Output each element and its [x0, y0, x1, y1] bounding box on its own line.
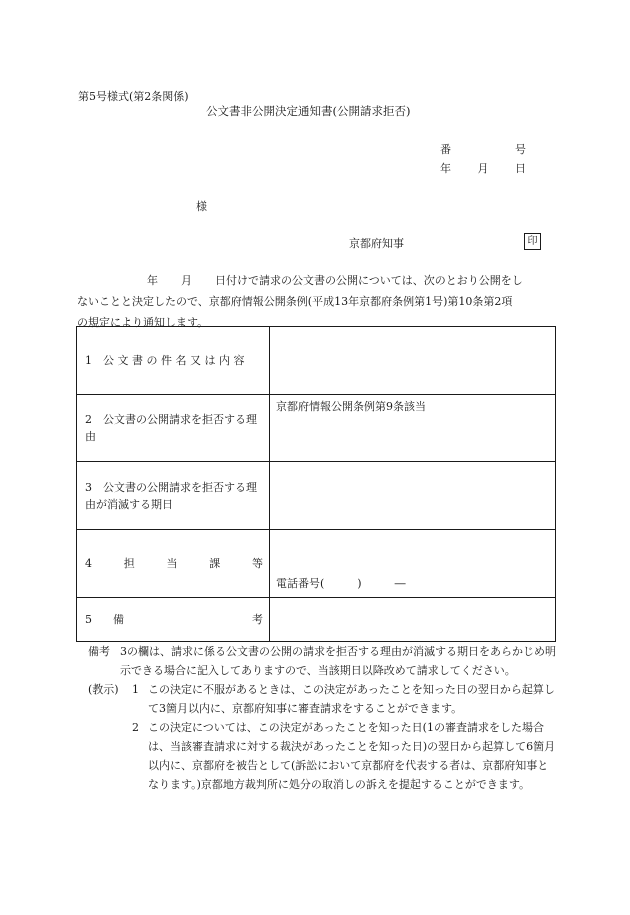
- intro-month: 月: [181, 274, 192, 287]
- teaching-item-1-num: 1: [132, 683, 139, 696]
- table-row: [77, 530, 556, 598]
- teaching-item-1: [88, 680, 558, 718]
- row5-label: [77, 598, 270, 642]
- row4-char-3: 課: [209, 557, 221, 570]
- row4-char-1: 担: [123, 557, 135, 570]
- issuer: 京都府知事: [349, 237, 404, 250]
- row4-phone: 電話番号( ) ―: [276, 577, 406, 590]
- table-row: [77, 598, 556, 642]
- row4-char-2: 当: [166, 557, 178, 570]
- row5-num: 5: [85, 613, 92, 626]
- intro-line-1-rest: 日付けで請求の公文書の公開については、次のとおり公開をし: [215, 274, 523, 287]
- seal-mark: 印: [524, 233, 541, 250]
- row2-value: 京都府情報公開条例第9条該当: [276, 400, 426, 413]
- number-label-right: 号: [515, 143, 526, 156]
- notice-table: [76, 326, 556, 642]
- row5-value: [270, 598, 556, 642]
- date-year: 年: [440, 162, 451, 175]
- row4-num: 4: [85, 557, 92, 570]
- table-row: [77, 395, 556, 462]
- teaching-section: [88, 680, 558, 794]
- intro-line-2: ないことと決定したので、京都府情報公開条例(平成13年京都府条例第1号)第10条第2項: [77, 295, 513, 308]
- intro-line-3: の規定により通知します。: [77, 316, 209, 329]
- row5-char-2: 考: [252, 613, 263, 626]
- teaching-item-2: [88, 718, 558, 794]
- intro-year: 年: [147, 274, 158, 287]
- addressee-suffix: 様: [196, 200, 207, 213]
- document-title: 公文書非公開決定通知書(公開請求拒否): [206, 104, 411, 118]
- teaching-item-2-num: 2: [132, 721, 139, 734]
- table-row: [77, 462, 556, 530]
- intro-paragraph: [77, 270, 559, 333]
- row3-value: [270, 462, 556, 530]
- biko-text: 3の欄は、請求に係る公文書の公開の請求を拒否する理由が消滅する期日をあらかじめ明示できる場合に記入してありますので、当該期日以降改めて請求してください。: [120, 645, 556, 677]
- notes-section: [88, 642, 558, 794]
- row1-value: [270, 327, 556, 395]
- date-day: 日: [515, 162, 526, 175]
- table-row: [77, 327, 556, 395]
- row4-label: [77, 530, 270, 598]
- form-id: 第5号様式(第2条関係): [78, 90, 189, 103]
- row4-char-4: 等: [252, 557, 263, 570]
- document-number: [440, 141, 526, 157]
- row2-value-cell: [270, 395, 556, 462]
- teaching-item-2-text: この決定については、この決定があったことを知った日(1の審査請求をした場合は、当該審査請求に対する裁決があったことを知った日)の翌日から起算して6箇月以内に、京都府を被告として(訴訟において京都府を代表する者は、京都府知事となります。)京都地方裁判所に処分の取消しの訴えを提起することができます。: [148, 721, 556, 791]
- intro-line-1: [77, 270, 559, 291]
- row4-value-cell: [270, 530, 556, 598]
- date-month: 月: [477, 162, 489, 175]
- row3-label: 3 公文書の公開請求を拒否する理由が消滅する期日: [77, 462, 270, 530]
- row2-label: 2 公文書の公開請求を拒否する理由: [77, 395, 270, 462]
- number-label-left: 番: [440, 143, 451, 156]
- biko-head: 備考: [88, 645, 110, 658]
- teaching-item-1-text: この決定に不服があるときは、この決定があったことを知った日の翌日から起算して3箇月以内に、京都府知事に審査請求をすることができます。: [148, 683, 555, 715]
- row5-char-1: 備: [113, 613, 124, 626]
- row1-label: 1 公 文 書 の 件 名 又 は 内 容: [77, 327, 270, 395]
- document-date: [440, 160, 526, 176]
- biko-note: [88, 642, 558, 680]
- teaching-head: (教示): [88, 683, 119, 696]
